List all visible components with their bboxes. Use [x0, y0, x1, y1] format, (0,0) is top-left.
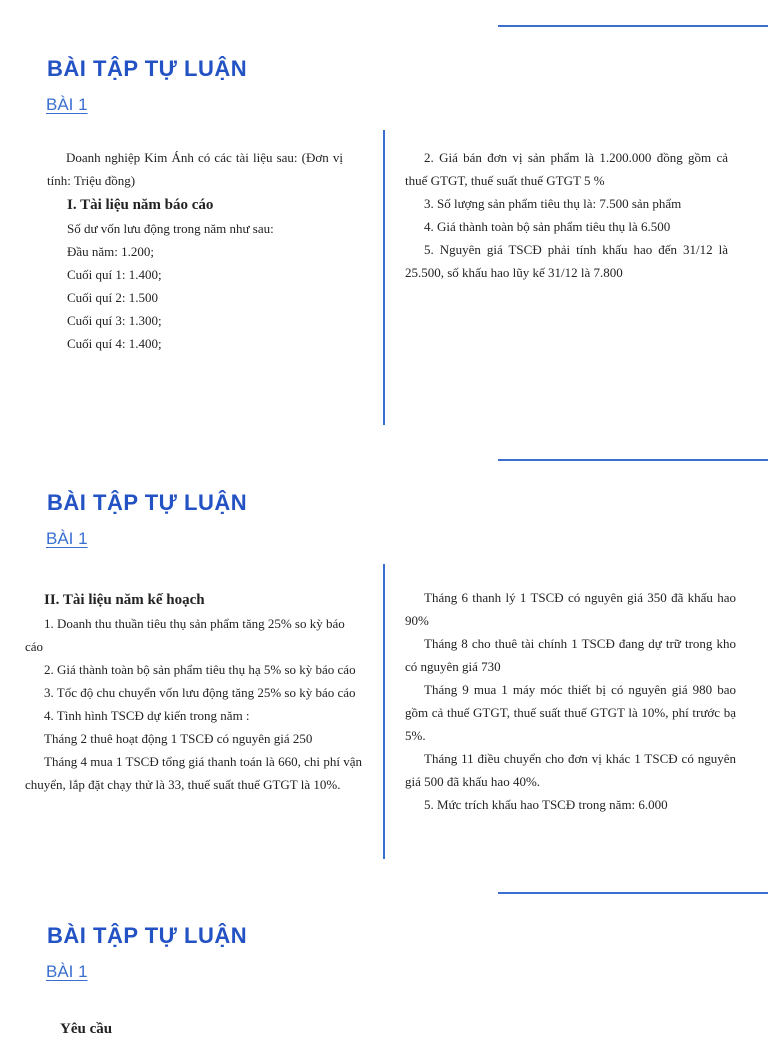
list-item: Tháng 6 thanh lý 1 TSCĐ có nguyên giá 350 đã khấu hao 90% [405, 590, 736, 628]
section-heading: II. Tài liệu năm kế hoạch [44, 592, 205, 608]
slide-subtitle: BÀI 1 [46, 529, 88, 548]
list-item: Cuối quí 2: 1.500 [67, 290, 159, 305]
list-item: Tháng 9 mua 1 máy móc thiết bị có nguyên giá 980 bao gồm cả thuế GTGT, thuế suất thuế GTGT là 10%, phí trước bạ 5%. [405, 682, 736, 743]
list-item: Cuối quí 4: 1.400; [67, 336, 162, 351]
list-item: Cuối quí 3: 1.300; [67, 313, 162, 328]
slide-subtitle: BÀI 1 [46, 95, 88, 114]
column-divider [383, 564, 385, 859]
accent-line [498, 892, 768, 894]
list-item: 3. Số lượng sản phẩm tiêu thụ là: 7.500 sản phẩm [424, 196, 682, 211]
list-item: 3. Tốc độ chu chuyển vốn lưu động tăng 25% so kỳ báo cáo [44, 685, 356, 700]
requirements-heading: Yêu cầu [60, 1021, 113, 1037]
list-item: 4. Tình hình TSCĐ dự kiến trong năm : [44, 708, 250, 723]
slide-title: BÀI TẬP TỰ LUẬN [47, 56, 248, 81]
slide-2 [0, 434, 768, 867]
list-item: Tháng 4 mua 1 TSCĐ tổng giá thanh toán là 660, chi phí vận chuyển, lắp đặt chạy thử là 33, thuế suất thuế GTGT là 10%. [25, 754, 362, 792]
list-item: Số dư vốn lưu động trong năm như sau: [67, 221, 274, 236]
left-column [25, 588, 362, 796]
slide-1 [0, 0, 768, 433]
list-item: Tháng 8 cho thuê tài chính 1 TSCĐ đang dự trữ trong kho có nguyên giá 730 [405, 636, 736, 674]
list-item: Cuối quí 1: 1.400; [67, 267, 162, 282]
slide-subtitle: BÀI 1 [46, 962, 88, 981]
slide-title: BÀI TẬP TỰ LUẬN [47, 490, 248, 515]
list-item: 2. Giá bán đơn vị sản phẩm là 1.200.000 đồng gồm cả thuế GTGT, thuế suất thuế GTGT 5 % [405, 150, 728, 188]
list-item: 2. Giá thành toàn bộ sản phẩm tiêu thụ hạ 5% so kỳ báo cáo [44, 662, 356, 677]
slide-title: BÀI TẬP TỰ LUẬN [47, 923, 248, 948]
accent-line [498, 459, 768, 461]
slide-3 [0, 867, 768, 1037]
section-heading: I. Tài liệu năm báo cáo [67, 197, 214, 213]
list-item: Đầu năm: 1.200; [67, 244, 155, 259]
list-item: 5. Nguyên giá TSCĐ phải tính khấu hao đến 31/12 là 25.500, số khấu hao lũy kế 31/12 là 7.800 [405, 242, 728, 280]
balance-list [47, 217, 343, 355]
list-item: Tháng 11 điều chuyển cho đơn vị khác 1 TSCĐ có nguyên giá 500 đã khấu hao 40%. [405, 751, 736, 789]
list-item: 5. Mức trích khấu hao TSCĐ trong năm: 6.000 [424, 797, 668, 812]
list-item: Tháng 2 thuê hoạt động 1 TSCĐ có nguyên giá 250 [44, 731, 313, 746]
column-divider [383, 130, 385, 425]
intro-text: Doanh nghiệp Kim Ánh có các tài liệu sau: (Đơn vị tính: Triệu đồng) [47, 150, 343, 188]
right-column [405, 146, 728, 284]
list-item: 4. Giá thành toàn bộ sản phẩm tiêu thụ là 6.500 [424, 219, 671, 234]
list-item: 1. Doanh thu thuần tiêu thụ sản phẩm tăng 25% so kỳ báo cáo [25, 616, 345, 654]
right-column [405, 586, 736, 816]
left-column [47, 146, 343, 355]
accent-line [498, 25, 768, 27]
